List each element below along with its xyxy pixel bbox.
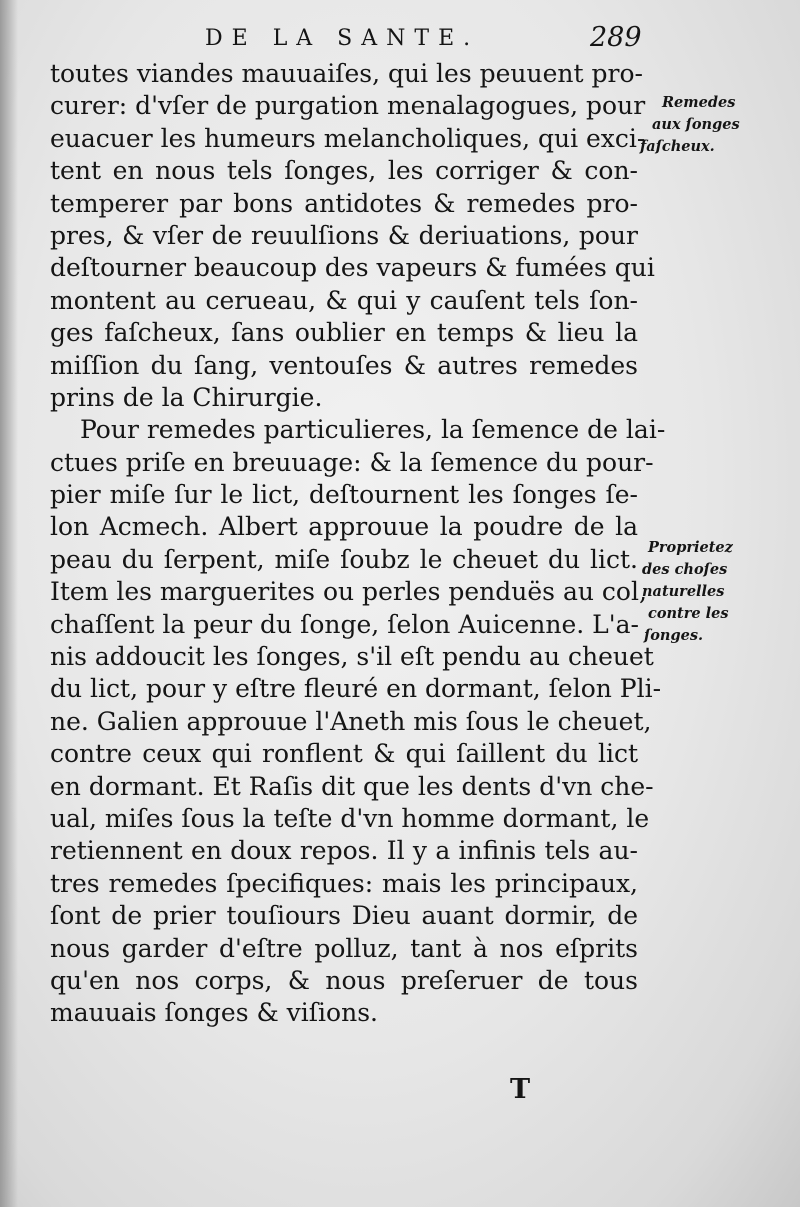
- text-line: qu'en nos corps, & nous preſeruer de tous: [50, 965, 638, 995]
- text-line: en dormant. Et Raſis dit que les dents d'vn che-: [50, 771, 654, 801]
- text-line: ctues priſe en breuuage: & la ſemence du pour-: [50, 447, 654, 477]
- page-header: [0, 22, 800, 58]
- text-line: tres remedes ſpecifiques: mais les principaux,: [50, 868, 638, 898]
- margin-note-line: naturelles: [642, 583, 725, 600]
- margin-note-remedes: [640, 92, 790, 158]
- text-line: retiennent en doux repos. Il y a infinis tels au-: [50, 836, 638, 866]
- text-line: montent au cerueau, & qui y cauſent tels ſon-: [50, 285, 638, 315]
- text-line: pres, & vſer de reuulſions & deriuations, pour: [50, 220, 638, 250]
- text-line-paragraph-start: Pour remedes particulieres, la ſemence de lai-: [80, 415, 666, 445]
- text-line: du lict, pour y eſtre fleuré en dormant, ſelon Pli-: [50, 674, 662, 704]
- text-line: Item les marguerites ou perles penduës au col,: [50, 577, 647, 607]
- text-line: temperer par bons antidotes & remedes pro-: [50, 188, 638, 218]
- margin-note-line: des choſes: [642, 561, 728, 578]
- text-line: nis addoucit les ſonges, s'il eſt pendu au cheuet: [50, 642, 654, 672]
- text-line: contre ceux qui ronflent & qui ſaillent du lict: [50, 739, 638, 769]
- text-line: miſſion du ſang, ventouſes & autres remedes: [50, 350, 638, 380]
- text-line: tent en nous tels ſonges, les corriger & con-: [50, 156, 638, 186]
- text-line-paragraph-end: prins de la Chirurgie.: [50, 382, 323, 412]
- text-line-paragraph-end: mauuais ſonges & viſions.: [50, 998, 378, 1028]
- margin-note-proprietez: [640, 537, 790, 647]
- margin-note-line: Proprietez: [648, 539, 733, 556]
- page-number: 289: [590, 22, 642, 53]
- running-title: DE LA SANTE.: [205, 26, 480, 51]
- text-line: nous garder d'eſtre polluz, tant à nos eſprits: [50, 933, 638, 963]
- catchword: T: [510, 1074, 531, 1105]
- margin-note-line: faſcheux.: [640, 138, 715, 155]
- text-line: chaſſent la peur du ſonge, ſelon Auicenne. L'a-: [50, 609, 640, 639]
- text-line: euacuer les humeurs melancholiques, qui exci-: [50, 123, 646, 153]
- text-line: peau du ſerpent, miſe ſoubz le cheuet du lict.: [50, 544, 638, 574]
- text-line: ſont de prier touſiours Dieu auant dormir, de: [50, 901, 638, 931]
- text-line: pier miſe ſur le lict, deſtournent les ſonges ſe-: [50, 480, 638, 510]
- text-line: deſtourner beaucoup des vapeurs & fumées qui: [50, 253, 655, 283]
- main-text-block: [50, 58, 666, 1030]
- margin-note-line: Remedes: [662, 94, 736, 111]
- text-line: ges faſcheux, ſans oublier en temps & lieu la: [50, 318, 638, 348]
- margin-note-line: aux ſonges: [652, 116, 740, 133]
- text-line: curer: d'vſer de purgation menalagogues, pour: [50, 91, 646, 121]
- text-line: lon Acmech. Albert approuue la poudre de la: [50, 512, 638, 542]
- margin-note-line: contre les: [648, 605, 729, 622]
- text-line: ual, miſes ſous la teſte d'vn homme dormant, le: [50, 803, 650, 833]
- text-line: toutes viandes mauuaiſes, qui les peuuent pro-: [50, 59, 643, 88]
- text-line: ne. Galien approuue l'Aneth mis ſous le cheuet,: [50, 706, 652, 736]
- margin-note-line: ſonges.: [644, 627, 704, 644]
